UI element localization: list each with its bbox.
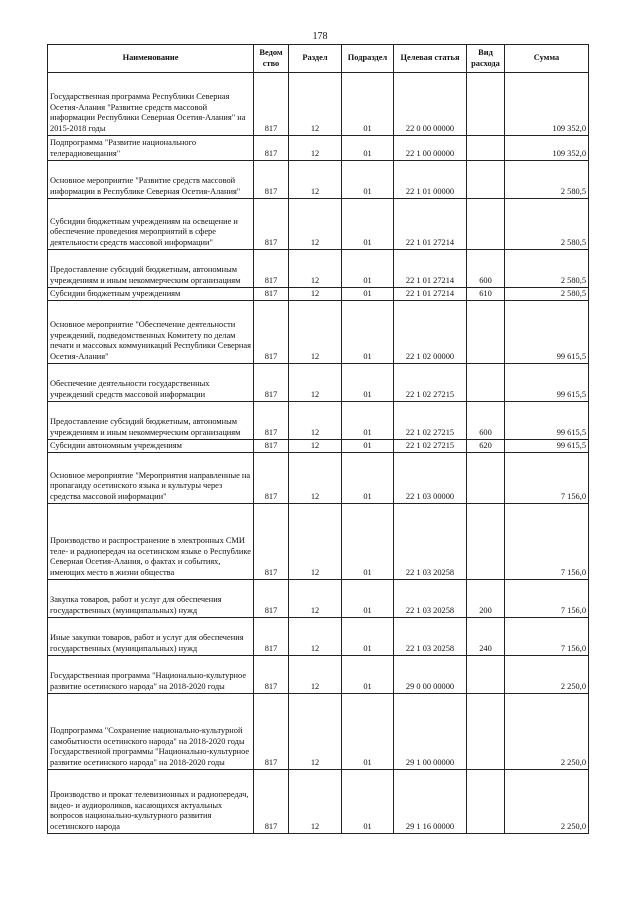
row-expense: 620 <box>467 440 505 453</box>
row-expense <box>467 73 505 136</box>
row-dept: 817 <box>254 199 289 250</box>
table-row <box>48 161 589 199</box>
row-sum: 2 580,5 <box>505 199 589 250</box>
row-subsection: 01 <box>342 580 394 618</box>
row-sum: 7 156,0 <box>505 504 589 580</box>
table-row <box>48 288 589 301</box>
row-expense <box>467 656 505 694</box>
row-subsection: 01 <box>342 288 394 301</box>
row-name: Закупка товаров, работ и услуг для обеспечения государственных (муниципальных) нужд <box>48 580 254 618</box>
row-section: 12 <box>289 504 342 580</box>
row-target: 22 1 03 20258 <box>394 504 467 580</box>
row-sum: 109 352,0 <box>505 136 589 161</box>
header-section: Раздел <box>289 45 342 73</box>
row-sum: 99 615,5 <box>505 402 589 440</box>
row-subsection: 01 <box>342 73 394 136</box>
row-name: Основное мероприятие "Развитие средств массовой информации в Республике Северная Осетия-Алания" <box>48 161 254 199</box>
row-expense <box>467 364 505 402</box>
row-dept: 817 <box>254 580 289 618</box>
row-dept: 817 <box>254 364 289 402</box>
row-name: Иные закупки товаров, работ и услуг для обеспечения государственных (муниципальных) нужд <box>48 618 254 656</box>
table-row <box>48 440 589 453</box>
row-subsection: 01 <box>342 301 394 364</box>
row-section: 12 <box>289 301 342 364</box>
header-sum: Сумма <box>505 45 589 73</box>
row-dept: 817 <box>254 402 289 440</box>
row-name: Основное мероприятие "Обеспечение деятельности учреждений, подведомственных Комитету по делам печати и массовых коммуникаций Республики Северная Осетия-Алания" <box>48 301 254 364</box>
row-target: 22 1 02 27215 <box>394 402 467 440</box>
row-dept: 817 <box>254 288 289 301</box>
header-subsection: Подраздел <box>342 45 394 73</box>
table-header-row <box>48 45 589 73</box>
row-section: 12 <box>289 288 342 301</box>
table-row <box>48 504 589 580</box>
row-sum: 2 580,5 <box>505 161 589 199</box>
row-dept: 817 <box>254 504 289 580</box>
row-expense: 610 <box>467 288 505 301</box>
row-expense: 200 <box>467 580 505 618</box>
row-expense <box>467 770 505 834</box>
row-target: 22 1 02 00000 <box>394 301 467 364</box>
row-section: 12 <box>289 199 342 250</box>
row-target: 22 1 01 27214 <box>394 250 467 288</box>
row-subsection: 01 <box>342 161 394 199</box>
row-sum: 2 250,0 <box>505 770 589 834</box>
row-name: Государственная программа Республики Северная Осетия-Алания "Развитие средств массовой информации Республики Северная Осетия-Алания" на 2015-2018 годы <box>48 73 254 136</box>
row-subsection: 01 <box>342 504 394 580</box>
row-name: Производство и прокат телевизионных и радиопередач, видео- и аудиороликов, касающихся актуальных вопросов национально-культурного развития осетинского народа <box>48 770 254 834</box>
table-row <box>48 73 589 136</box>
row-name: Производство и распространение в электронных СМИ теле- и радиопередач на осетинском языке о Республике Северная Осетия-Алания, о фактах и событиях, имеющих место в жизни общества <box>48 504 254 580</box>
row-sum: 109 352,0 <box>505 73 589 136</box>
row-expense <box>467 301 505 364</box>
row-name: Обеспечение деятельности государственных учреждений средств массовой информации <box>48 364 254 402</box>
row-target: 29 1 16 00000 <box>394 770 467 834</box>
row-target: 22 1 03 00000 <box>394 453 467 504</box>
header-target: Целевая статья <box>394 45 467 73</box>
table-row <box>48 250 589 288</box>
row-subsection: 01 <box>342 694 394 770</box>
row-target: 22 1 03 20258 <box>394 618 467 656</box>
table-row <box>48 301 589 364</box>
row-subsection: 01 <box>342 440 394 453</box>
row-subsection: 01 <box>342 770 394 834</box>
row-section: 12 <box>289 402 342 440</box>
budget-table <box>47 44 589 834</box>
row-sum: 2 580,5 <box>505 250 589 288</box>
table-row <box>48 618 589 656</box>
page-number: 178 <box>312 31 328 42</box>
table-row <box>48 364 589 402</box>
row-sum: 99 615,5 <box>505 364 589 402</box>
row-expense: 600 <box>467 402 505 440</box>
row-dept: 817 <box>254 301 289 364</box>
row-name: Предоставление субсидий бюджетным, автономным учреждениям и иным некоммерческим организациям <box>48 402 254 440</box>
row-section: 12 <box>289 694 342 770</box>
row-dept: 817 <box>254 694 289 770</box>
table-row <box>48 656 589 694</box>
row-expense: 240 <box>467 618 505 656</box>
row-section: 12 <box>289 580 342 618</box>
row-subsection: 01 <box>342 402 394 440</box>
row-expense: 600 <box>467 250 505 288</box>
row-sum: 2 250,0 <box>505 694 589 770</box>
row-section: 12 <box>289 656 342 694</box>
row-subsection: 01 <box>342 250 394 288</box>
row-dept: 817 <box>254 618 289 656</box>
row-dept: 817 <box>254 73 289 136</box>
row-expense <box>467 694 505 770</box>
row-sum: 2 250,0 <box>505 656 589 694</box>
row-section: 12 <box>289 440 342 453</box>
row-name: Субсидии бюджетным учреждениям <box>48 288 254 301</box>
row-subsection: 01 <box>342 453 394 504</box>
table-row <box>48 199 589 250</box>
row-expense <box>467 136 505 161</box>
table-row <box>48 770 589 834</box>
row-expense <box>467 199 505 250</box>
row-name: Подпрограмма "Сохранение национально-культурной самобытности осетинского народа" на 2018-2020 годы Государственной программы "Национально-культурное развитие осетинского народа" на 2018-2020 годы <box>48 694 254 770</box>
row-target: 22 0 00 00000 <box>394 73 467 136</box>
row-name: Субсидии автономным учреждениям <box>48 440 254 453</box>
row-sum: 99 615,5 <box>505 301 589 364</box>
row-subsection: 01 <box>342 656 394 694</box>
row-section: 12 <box>289 161 342 199</box>
row-target: 22 1 01 00000 <box>394 161 467 199</box>
row-name: Государственная программа "Национально-культурное развитие осетинского народа" на 2018-2020 годы <box>48 656 254 694</box>
row-target: 22 1 01 27214 <box>394 199 467 250</box>
row-subsection: 01 <box>342 199 394 250</box>
header-dept: Ведом ство <box>254 45 289 73</box>
row-expense <box>467 161 505 199</box>
row-dept: 817 <box>254 136 289 161</box>
row-section: 12 <box>289 364 342 402</box>
row-target: 29 1 00 00000 <box>394 694 467 770</box>
row-section: 12 <box>289 453 342 504</box>
row-dept: 817 <box>254 250 289 288</box>
row-sum: 7 156,0 <box>505 618 589 656</box>
row-dept: 817 <box>254 161 289 199</box>
row-subsection: 01 <box>342 136 394 161</box>
row-sum: 99 615,5 <box>505 440 589 453</box>
row-expense <box>467 453 505 504</box>
row-name: Субсидии бюджетным учреждениям на освещение и обеспечение проведения мероприятий в сфере деятельности средств массовой информации" <box>48 199 254 250</box>
table-row <box>48 402 589 440</box>
row-dept: 817 <box>254 453 289 504</box>
row-name: Предоставление субсидий бюджетным, автономным учреждениям и иным некоммерческим организациям <box>48 250 254 288</box>
row-section: 12 <box>289 136 342 161</box>
row-dept: 817 <box>254 770 289 834</box>
row-sum: 7 156,0 <box>505 453 589 504</box>
row-sum: 2 580,5 <box>505 288 589 301</box>
table-row <box>48 453 589 504</box>
row-target: 29 0 00 00000 <box>394 656 467 694</box>
table-row <box>48 580 589 618</box>
row-section: 12 <box>289 250 342 288</box>
row-dept: 817 <box>254 656 289 694</box>
row-target: 22 1 02 27215 <box>394 440 467 453</box>
row-target: 22 1 01 27214 <box>394 288 467 301</box>
row-section: 12 <box>289 770 342 834</box>
row-target: 22 1 02 27215 <box>394 364 467 402</box>
row-section: 12 <box>289 73 342 136</box>
table-row <box>48 136 589 161</box>
row-subsection: 01 <box>342 364 394 402</box>
row-name: Основное мероприятие "Мероприятия направленные на пропаганду осетинского языка и культуры через средства массовой информации" <box>48 453 254 504</box>
row-section: 12 <box>289 618 342 656</box>
header-name: Наименование <box>48 45 254 73</box>
row-expense <box>467 504 505 580</box>
row-subsection: 01 <box>342 618 394 656</box>
row-dept: 817 <box>254 440 289 453</box>
row-target: 22 1 00 00000 <box>394 136 467 161</box>
table-row <box>48 694 589 770</box>
header-expense: Вид расхода <box>467 45 505 73</box>
row-sum: 7 156,0 <box>505 580 589 618</box>
row-target: 22 1 03 20258 <box>394 580 467 618</box>
row-name: Подпрограмма "Развитие национального телерадиовещания" <box>48 136 254 161</box>
